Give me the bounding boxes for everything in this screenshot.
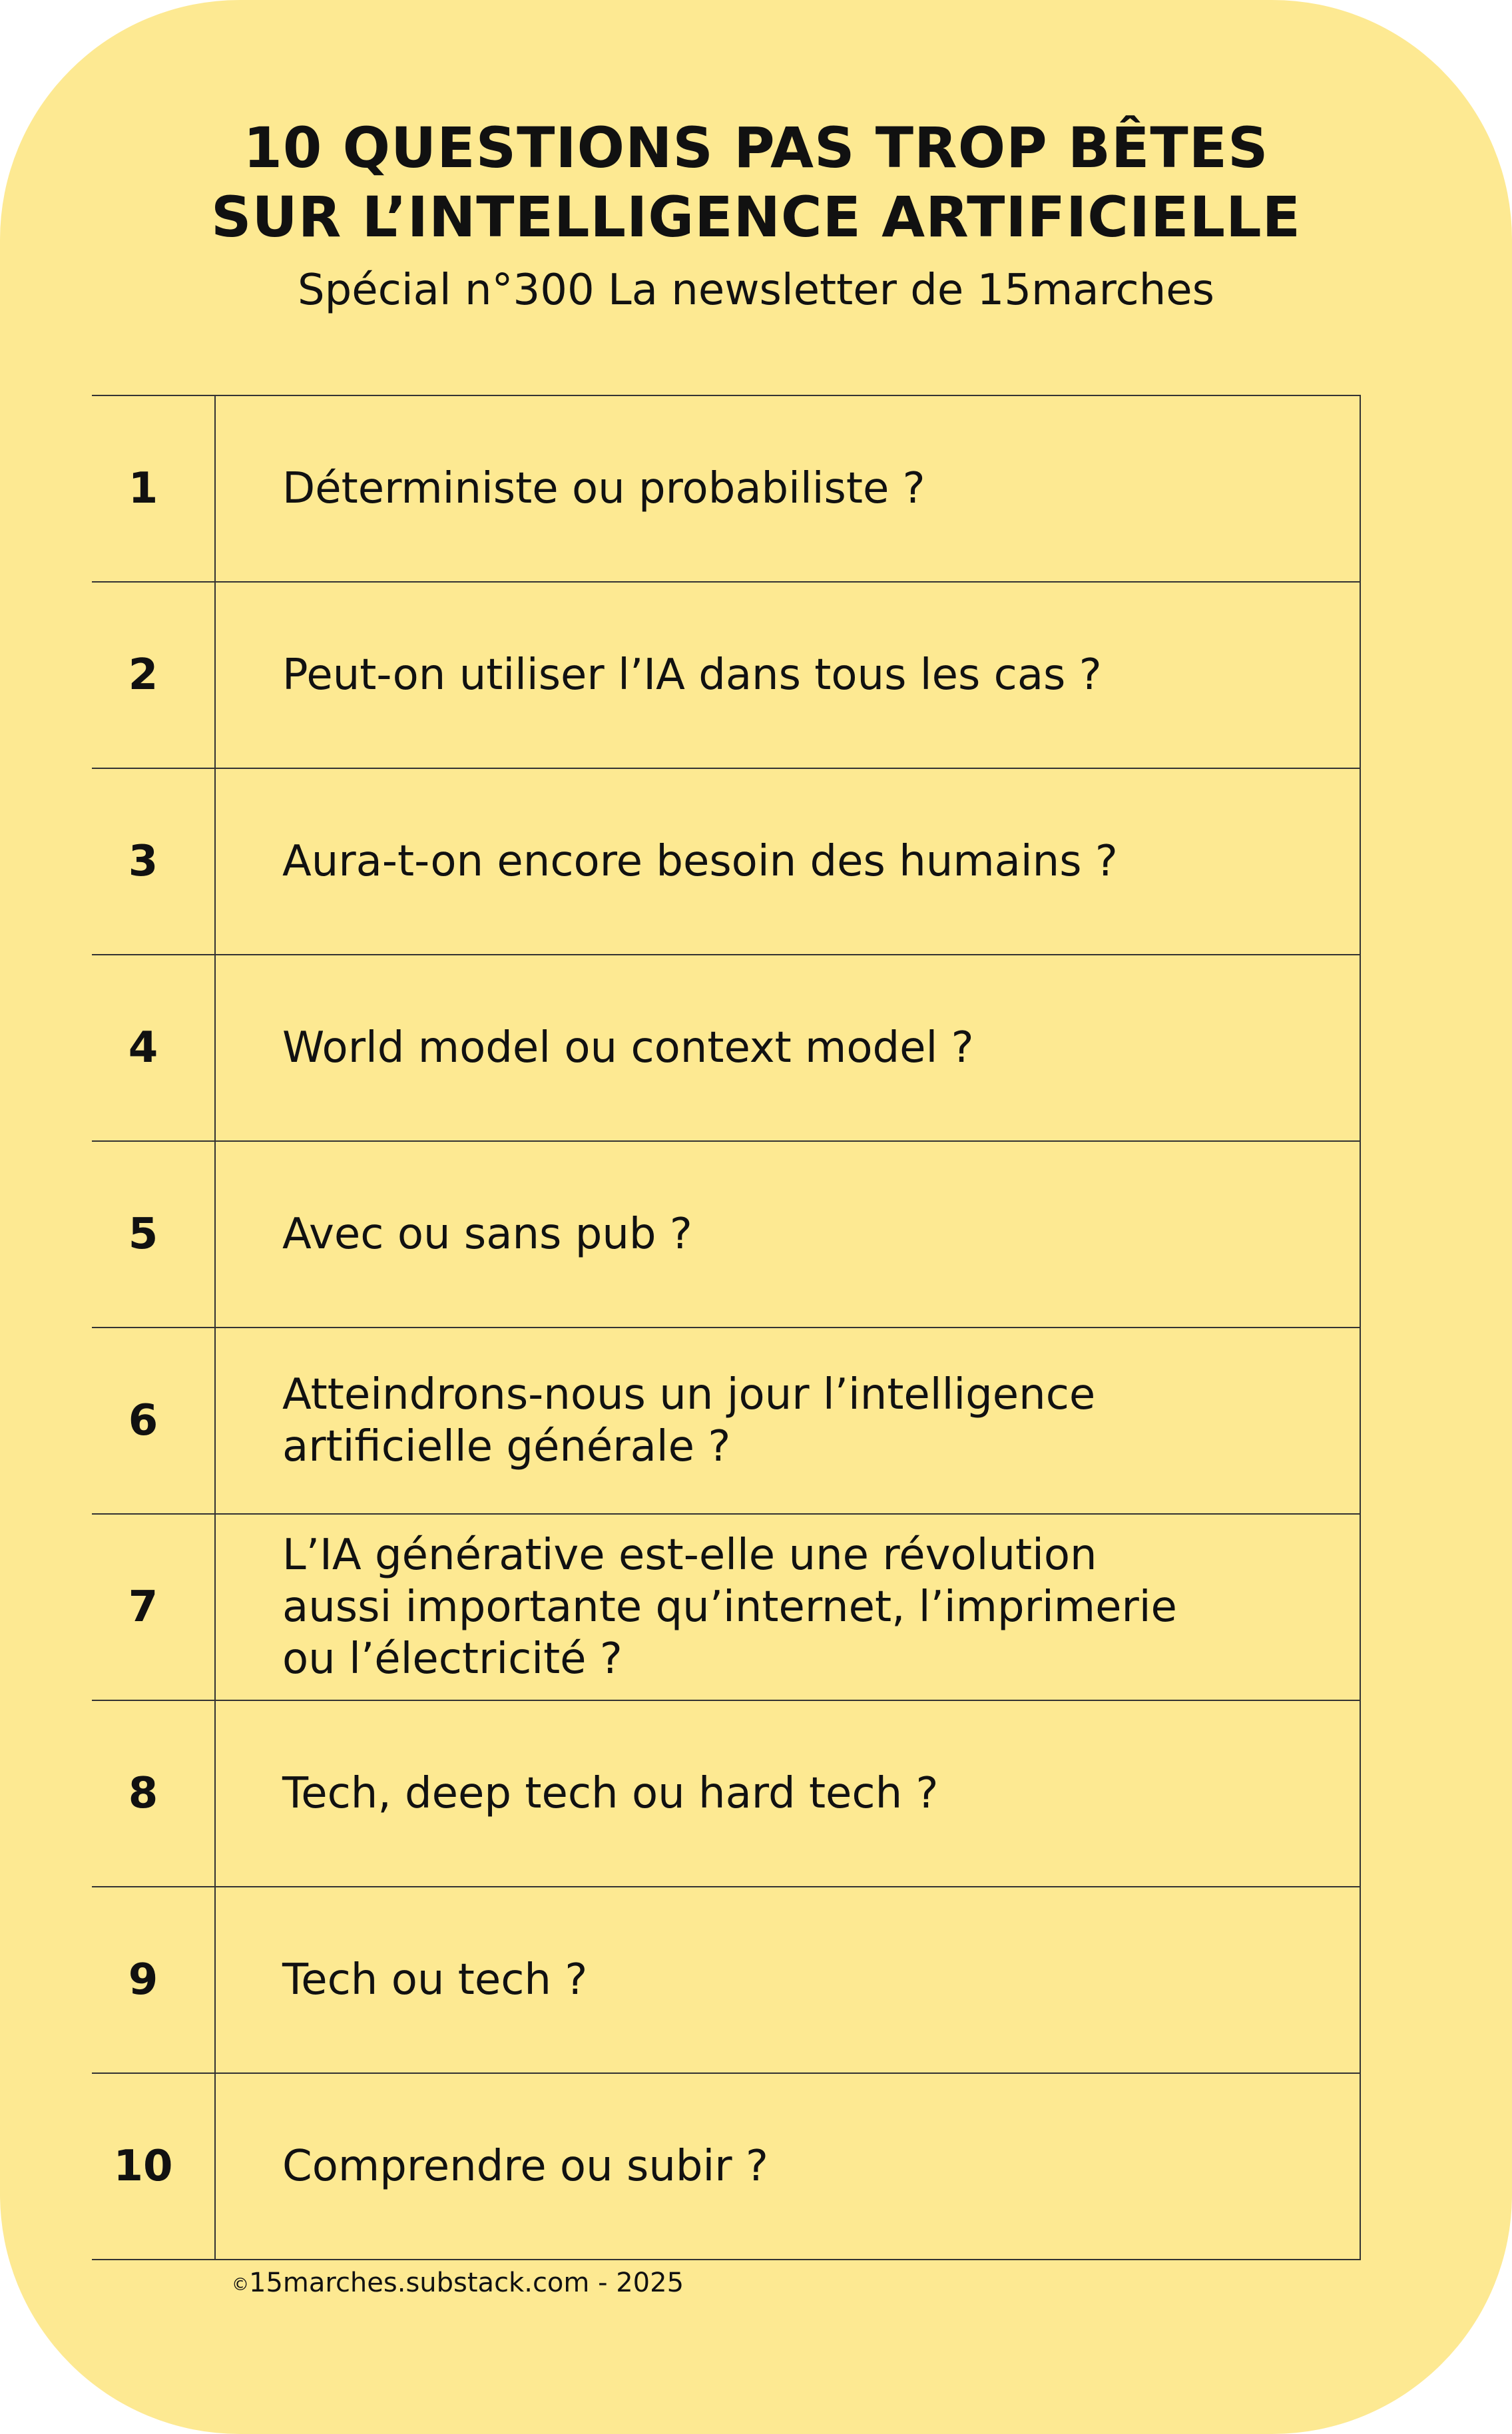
question-number: 7 xyxy=(92,1515,216,1700)
question-row-8 xyxy=(92,1701,1360,1887)
question-number: 8 xyxy=(92,1701,216,1886)
question-text: Tech ou tech ? xyxy=(282,1955,588,2005)
question-text: Aura-t-on encore besoin des humains ? xyxy=(282,837,1118,886)
question-row-2 xyxy=(92,583,1360,769)
question-number: 10 xyxy=(92,2074,216,2259)
question-number: 4 xyxy=(92,955,216,1140)
question-text: Peut-on utiliser l’IA dans tous les cas ? xyxy=(282,650,1102,700)
questions-table xyxy=(92,395,1361,2260)
question-text: World model ou context model ? xyxy=(282,1023,974,1073)
page-title xyxy=(0,113,1512,252)
question-row-1 xyxy=(92,396,1360,583)
page-subtitle: Spécial n°300 La newsletter de 15marches xyxy=(298,266,1214,315)
question-row-10 xyxy=(92,2074,1360,2260)
question-row-3 xyxy=(92,769,1360,955)
title-line-2: SUR L’INTELLIGENCE ARTIFICIELLE xyxy=(210,184,1301,250)
question-number: 9 xyxy=(92,1887,216,2072)
question-number: 2 xyxy=(92,583,216,768)
footer-text: 15marches.substack.com - 2025 xyxy=(249,2268,684,2298)
question-row-5 xyxy=(92,1142,1360,1328)
question-text: Atteindrons-nous un jour l’intelligence artificielle générale ? xyxy=(282,1370,1096,1471)
question-number: 5 xyxy=(92,1142,216,1327)
question-row-9 xyxy=(92,1887,1360,2074)
question-text: Avec ou sans pub ? xyxy=(282,1210,692,1259)
question-row-4 xyxy=(92,955,1360,1142)
footer-credit xyxy=(232,2266,684,2302)
title-line-1: 10 QUESTIONS PAS TROP BÊTES xyxy=(243,115,1269,180)
question-text: Déterministe ou probabiliste ? xyxy=(282,464,925,513)
question-text: L’IA générative est-elle une révolution aussi importante qu’internet, l’imprimerie ou l’électricité ? xyxy=(282,1531,1177,1684)
question-number: 6 xyxy=(92,1328,216,1513)
question-text: Tech, deep tech ou hard tech ? xyxy=(282,1769,939,1818)
question-row-6 xyxy=(92,1328,1360,1515)
question-text: Comprendre ou subir ? xyxy=(282,2142,768,2191)
question-number: 1 xyxy=(92,396,216,581)
question-row-7 xyxy=(92,1515,1360,1701)
question-number: 3 xyxy=(92,769,216,954)
copyright-symbol: © xyxy=(232,2275,249,2295)
